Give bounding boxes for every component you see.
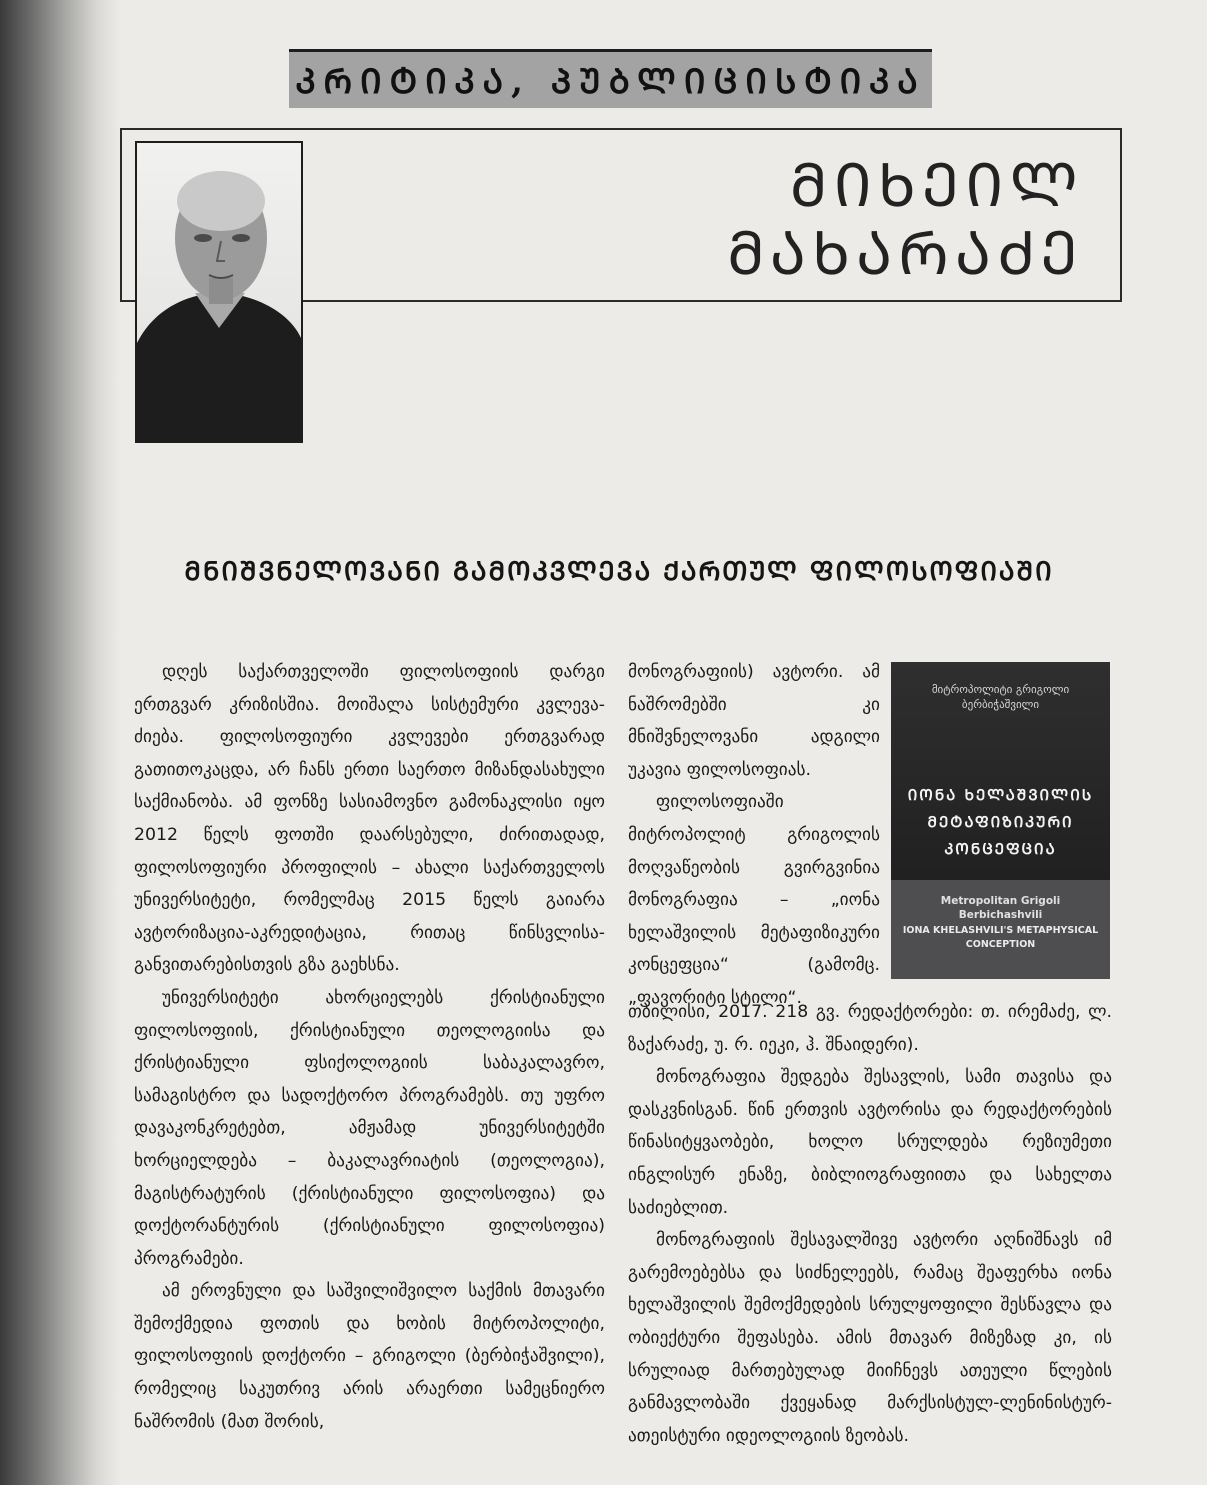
paragraph: ამ ეროვნული და საშვილიშვილო საქმის მთავარი შემოქმედია ფოთის და ხობის მიტროპოლიტი, ფილოსოფიის დოქტორი – გრიგოლი (ბერბიჭაშვილი), რომელიც საკუთრივ არის არაერთი სამეცნიერო ნაშრომის (მათ შორის, [134, 1281, 605, 1432]
author-first-name: ᲛᲘᲮᲔᲘᲚ [789, 151, 1084, 221]
article-title: ᲛᲜᲘᲨᲕᲜᲔᲚᲝᲕᲐᲜᲘ ᲒᲐᲛᲝᲙᲕᲚᲔᲕᲐ ᲥᲐᲠᲗᲣᲚ ᲤᲘᲚᲝᲡᲝᲤᲘᲐᲨᲘ [184, 557, 1054, 587]
paragraph: მონოგრაფიის) ავტორი. ამ ნაშრომებში კი მნიშვნელოვანი ადგილი უკავია ფილოსოფიას. [628, 662, 880, 780]
paragraph: დღეს საქართველოში ფილოსოფიის დარგი ერთგვარ კრიზისშია. მოიშალა სისტემური კვლევა-ძიება. ფილოსოფიური კვლევები ერთგვარად გათითოკაცდა, არ ჩანს ერთი საერთო მიზანდასახული საქმიანობა. ამ ფონზე სასიამოვნო გამონაკლისი იყო 2012 წელს ფოთში დაარსებული, ძირითადად, ფილოსოფიური პროფილის – ახალი საქართველოს უნივერსიტეტი, რომელმაც 2015 წელს გაიარა ავტორიზაცია-აკრედიტაცია, რითაც წინსვლისა-განვითარებისთვის გზა გაეხსნა. [134, 662, 605, 976]
cover-author-en-line1: Metropolitan Grigoli [940, 895, 1061, 907]
cover-author-ka-line1: მიტროპოლიტი გრიგოლი [931, 683, 1070, 696]
cover-author-ka-line2: ბერბიჭაშვილი [961, 698, 1040, 711]
author-photo [135, 141, 303, 443]
cover-title-en: IONA KHELASHVILI'S METAPHYSICAL CONCEPTION [902, 925, 1099, 950]
portrait-illustration [137, 143, 301, 441]
paragraph: თბილისი, 2017. 218 გვ. რედაქტორები: თ. ირემაძე, ლ. ზაქარაძე, უ. რ. იეკი, ჰ. შნაიდერი). [628, 1002, 1112, 1055]
paragraph: უნივერსიტეტი ახორციელებს ქრისტიანული ფილოსოფიის, ქრისტიანული თეოლოგიისა და ქრისტიანული ფსიქოლოგიის საბაკალავრო, სამაგისტრო და სადოქტორო პროგრამებს. თუ უფრო დავაკონკრეტებთ, ამჟამად უნივერსიტეტში ხორციელდება – ბაკალავრიატის (თეოლოგია), მაგისტრატურის (ქრისტიანული ფილოსოფია) და დოქტორანტურის (ქრისტიანული ფილოსოფია) პროგრამები. [134, 987, 605, 1269]
cover-author-ka [891, 682, 1110, 712]
paragraph: მონოგრაფია შედგება შესავლის, სამი თავისა და დასკვნისგან. წინ ერთვის ავტორისა და რედაქტორების წინასიტყვაობები, ხოლო სრულდება რეზიუმეთი ინგლისურ ენაზე, ბიბლიოგრაფიითა და სახელთა საძიებლით. [628, 1067, 1112, 1218]
right-column-top [628, 656, 880, 1015]
author-name [727, 152, 1084, 288]
book-cover-image [891, 662, 1110, 979]
cover-author-en-line2: Berbichashvili [958, 909, 1043, 921]
left-column [134, 656, 605, 1438]
cover-title-ka: ᲘᲝᲜᲐ ᲮᲔᲚᲐᲨᲕᲘᲚᲘᲡ ᲛᲔᲢᲐᲤᲘᲖᲘᲙᲣᲠᲘ ᲙᲝᲜᲪᲔᲤᲪᲘᲐ [907, 786, 1094, 858]
book-spine-shadow [0, 0, 120, 1485]
author-last-name: ᲛᲐᲮᲐᲠᲐᲫᲔ [727, 219, 1084, 289]
right-column [628, 996, 1112, 1452]
cover-author-en [891, 894, 1110, 922]
paragraph: ფილოსოფიაში მიტროპოლიტ გრიგოლის მოღვაწეობის გვირგვინია მონოგრაფია – „იონა ხელაშვილის მეტაფიზიკური კონცეფცია“ (გამომც. „ფავორიტი სტილი“. [628, 792, 880, 1008]
paragraph: მონოგრაფიის შესავალშივე ავტორი აღნიშნავს იმ გარემოებებსა და სიძნელეებს, რამაც შეაფერხა იონა ხელაშვილის შემოქმედების სრულყოფილი შესწავლა და ობიექტური შეფასება. ამის მთავარ მიზეზად კი, ის სრულიად მართებულად მიიჩნევს ათეული წლების განმავლობაში ქვეყანად მარქსისტულ-ლენინისტურ-ათეისტური იდეოლოგიის ზეობას. [628, 1230, 1112, 1446]
section-header: ᲙᲠᲘᲢᲘᲙᲐ, ᲞᲣᲑᲚᲘᲪᲘᲡᲢᲘᲙᲐ [289, 49, 932, 108]
